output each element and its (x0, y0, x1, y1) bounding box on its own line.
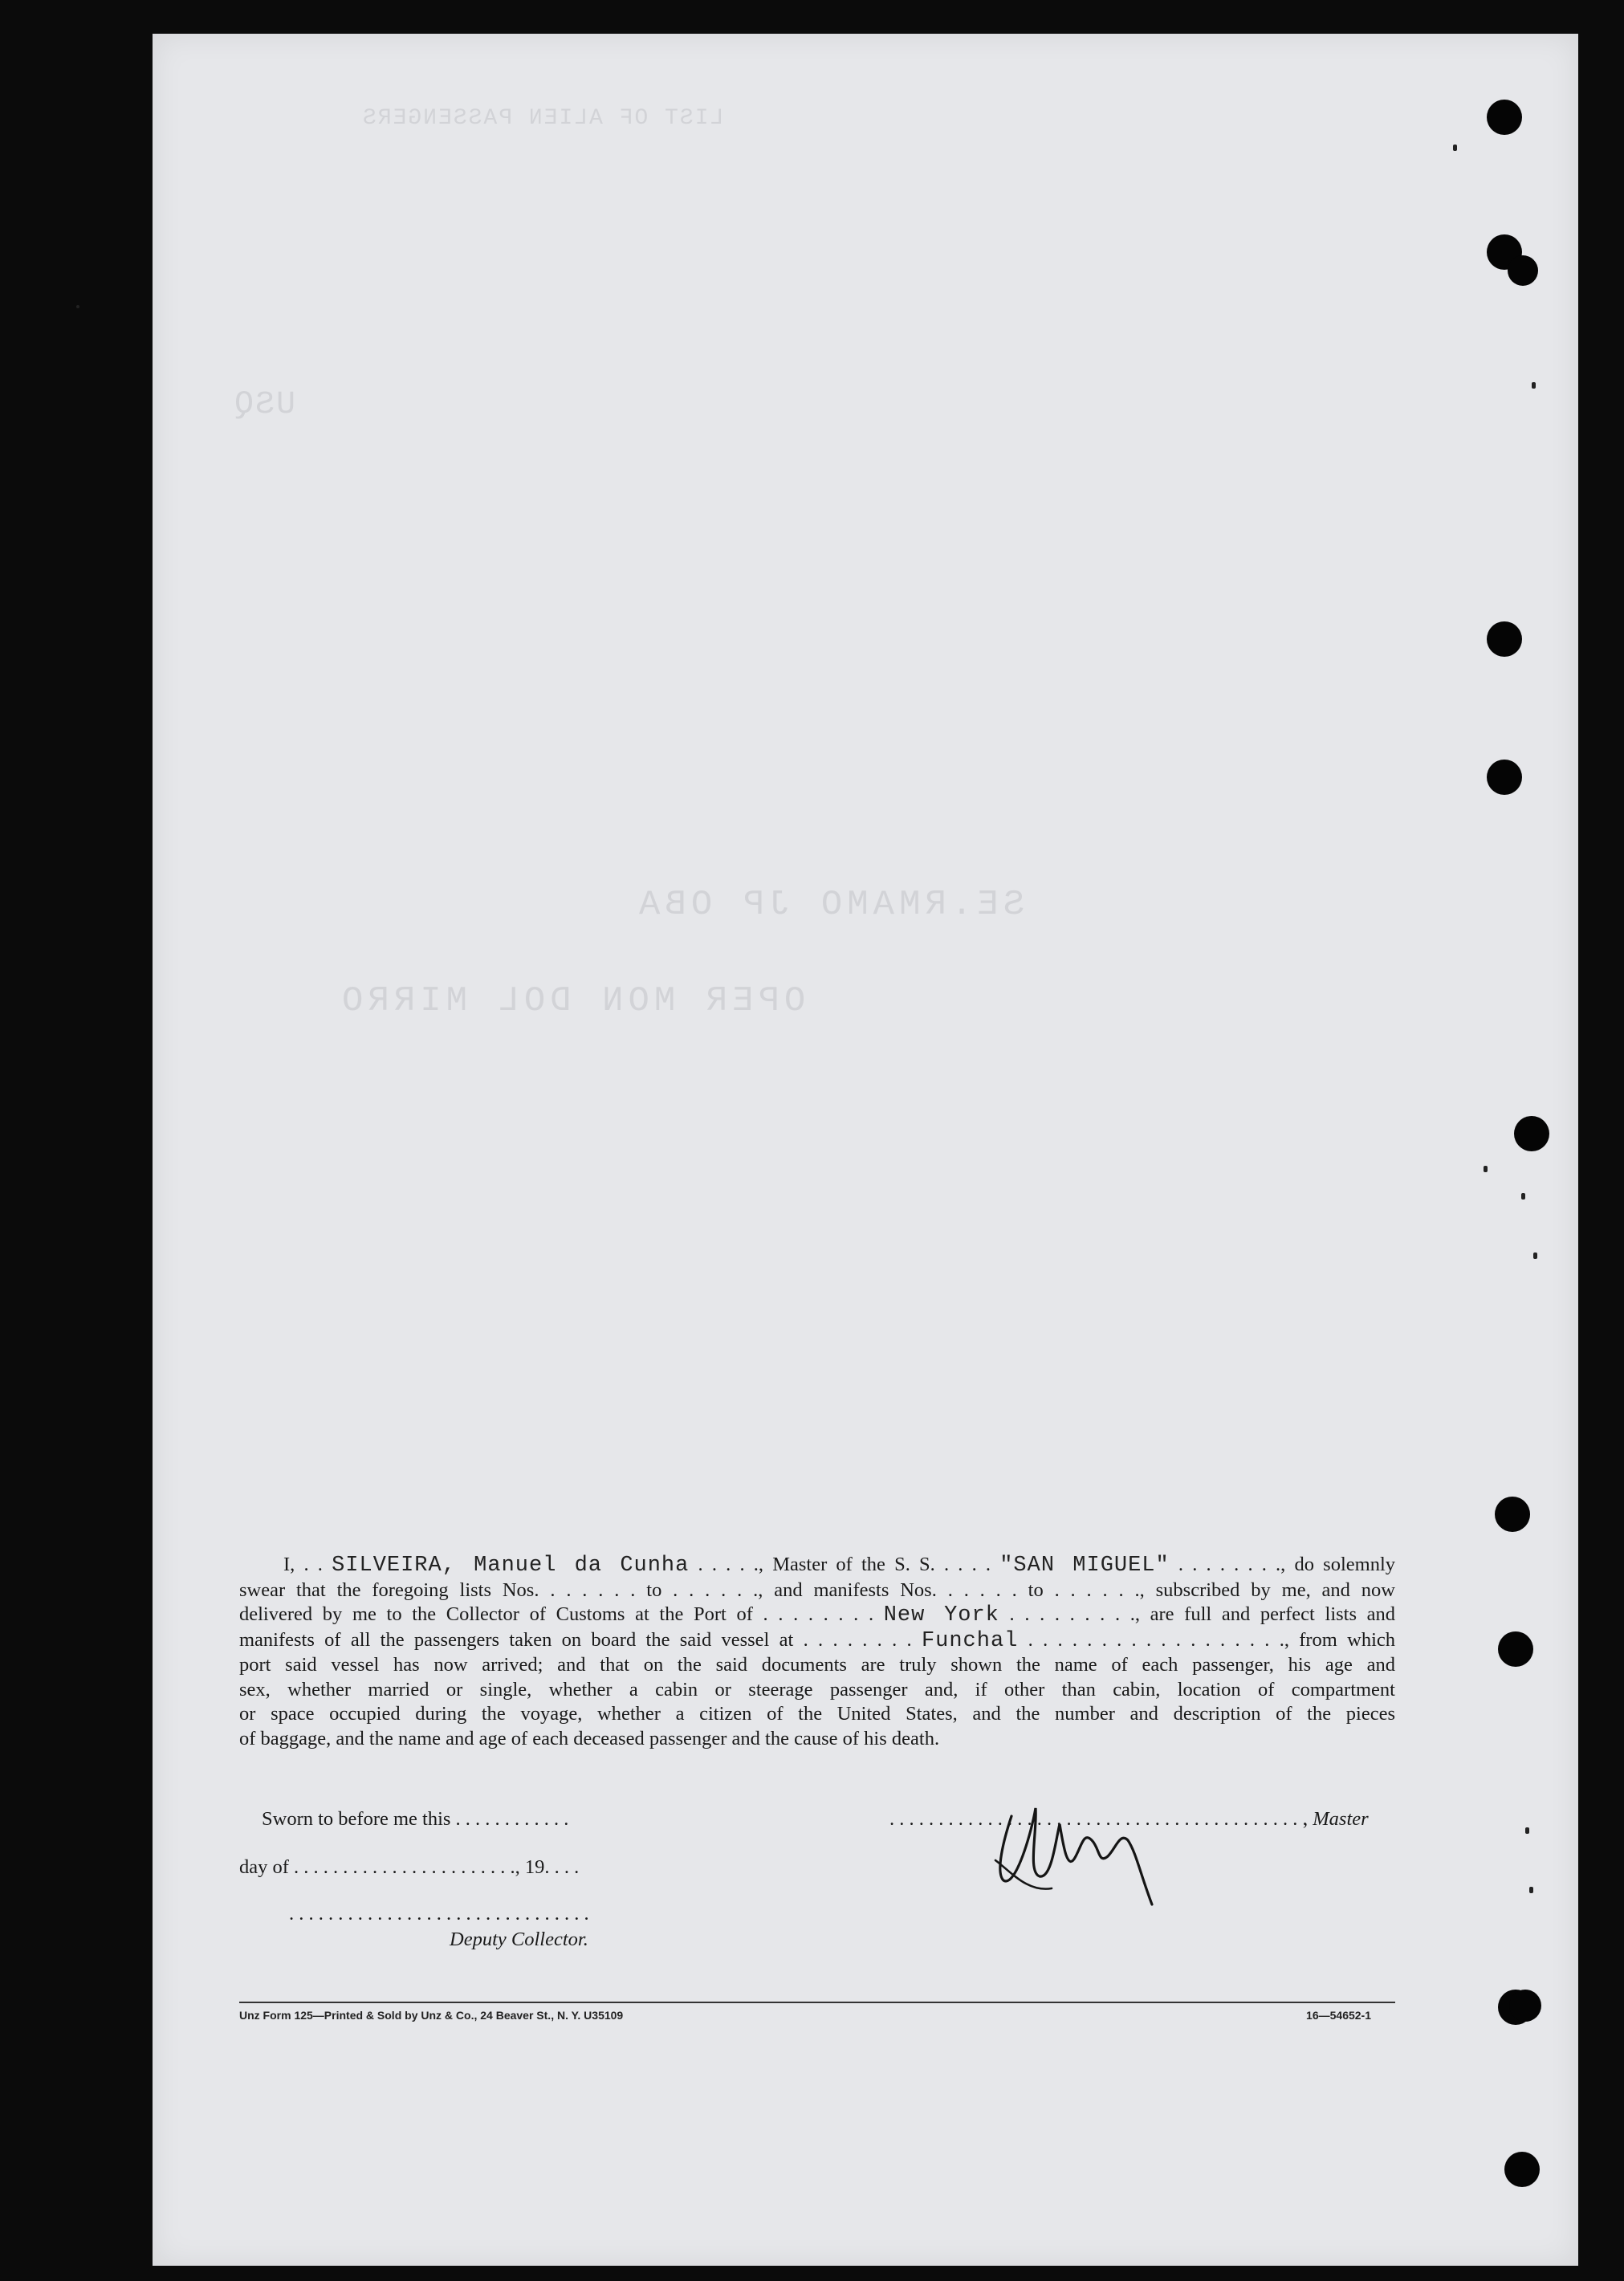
footer-rule (239, 2002, 1395, 2003)
punch-hole (1504, 2152, 1540, 2187)
bleed-through-text: SE.RMAMO JP OBA (634, 885, 1025, 925)
form-imprint: Unz Form 125—Printed & Sold by Unz & Co., 24 Beaver St., N. Y. U35109 (239, 2009, 624, 2022)
sworn-line: Sworn to before me this . . . . . . . . . . . . (262, 1808, 569, 1830)
master-name-typed: SILVEIRA, Manuel da Cunha (332, 1554, 690, 1578)
punch-hole (1487, 760, 1522, 795)
port-departure-typed: Funchal (921, 1628, 1019, 1653)
ship-name-typed: "SAN MIGUEL" (999, 1554, 1170, 1578)
punch-hole (1487, 100, 1522, 135)
punch-hole (1487, 621, 1522, 657)
oath-text: . . . . . . . . . . . . . . . . . ., from which (1028, 1628, 1396, 1651)
oath-text: . . . . . . . . ., are full and perfect lists and (1009, 1603, 1396, 1625)
punch-hole (1498, 1631, 1533, 1667)
bleed-through-text: LIST OF ALIEN PASSENGERS (361, 106, 724, 131)
oath-line-3 (239, 1603, 1395, 1628)
form-number: 16—54652-1 (1306, 2009, 1371, 2022)
master-signature (979, 1784, 1204, 1912)
oath-line-8: of baggage, and the name and age of each deceased passenger and the cause of his death. (239, 1727, 940, 1749)
oath-text: delivered by me to the Collector of Customs at the Port of . . . . . . . . (239, 1603, 874, 1625)
punch-hole (1508, 255, 1538, 286)
bleed-through-text: USQ (233, 387, 296, 423)
form-footer (239, 2009, 1395, 2022)
deputy-dots: . . . . . . . . . . . . . . . . . . . . . . . . . . . . . . . (289, 1903, 589, 1925)
master-dots: . . . . . . . . . . . . . . . . . . . . . . . . . . . . . . . . . . . . . . . . . . . (889, 1808, 1308, 1830)
oath-line-5: port said vessel has now arrived; and that on the said documents are truly shown the name of each passenger, his age and (239, 1654, 1395, 1676)
oath-text: manifests of all the passengers taken on board the said vessel at . . . . . . . . (239, 1628, 912, 1651)
punch-hole (1495, 1497, 1530, 1532)
oath-line-6: sex, whether married or single, whether a cabin or steerage passenger and, if other than cabin, location of compartment (239, 1678, 1395, 1701)
punch-hole (1509, 1990, 1541, 2022)
oath-text: . . . . ., Master of the S. S. . . . . (698, 1554, 991, 1575)
port-arrival-typed: New York (883, 1603, 999, 1627)
oath-line-1 (239, 1553, 1395, 1578)
oath-paragraph (239, 1553, 1395, 1751)
bleed-through-text: OPER MON DOL MIRRO (337, 981, 806, 1021)
master-label: , Master (1303, 1808, 1369, 1830)
oath-text: I, . . (283, 1554, 323, 1575)
punch-hole (1514, 1116, 1549, 1151)
deputy-collector-label: Deputy Collector. (450, 1929, 588, 1950)
oath-text: . . . . . . . ., do solemnly (1178, 1554, 1396, 1575)
oath-line-2: swear that the foregoing lists Nos. . . . . . . to . . . . . ., and manifests Nos. . . . . . to . . . . . ., subscribed by me, and now (239, 1578, 1395, 1601)
oath-line-4 (239, 1628, 1395, 1654)
day-of-line: day of . . . . . . . . . . . . . . . . . . . . . . ., 19. . . . (239, 1856, 580, 1878)
document-page (153, 34, 1578, 2266)
oath-line-7: or space occupied during the voyage, whether a citizen of the United States, and the number and description of the pieces (239, 1703, 1395, 1725)
